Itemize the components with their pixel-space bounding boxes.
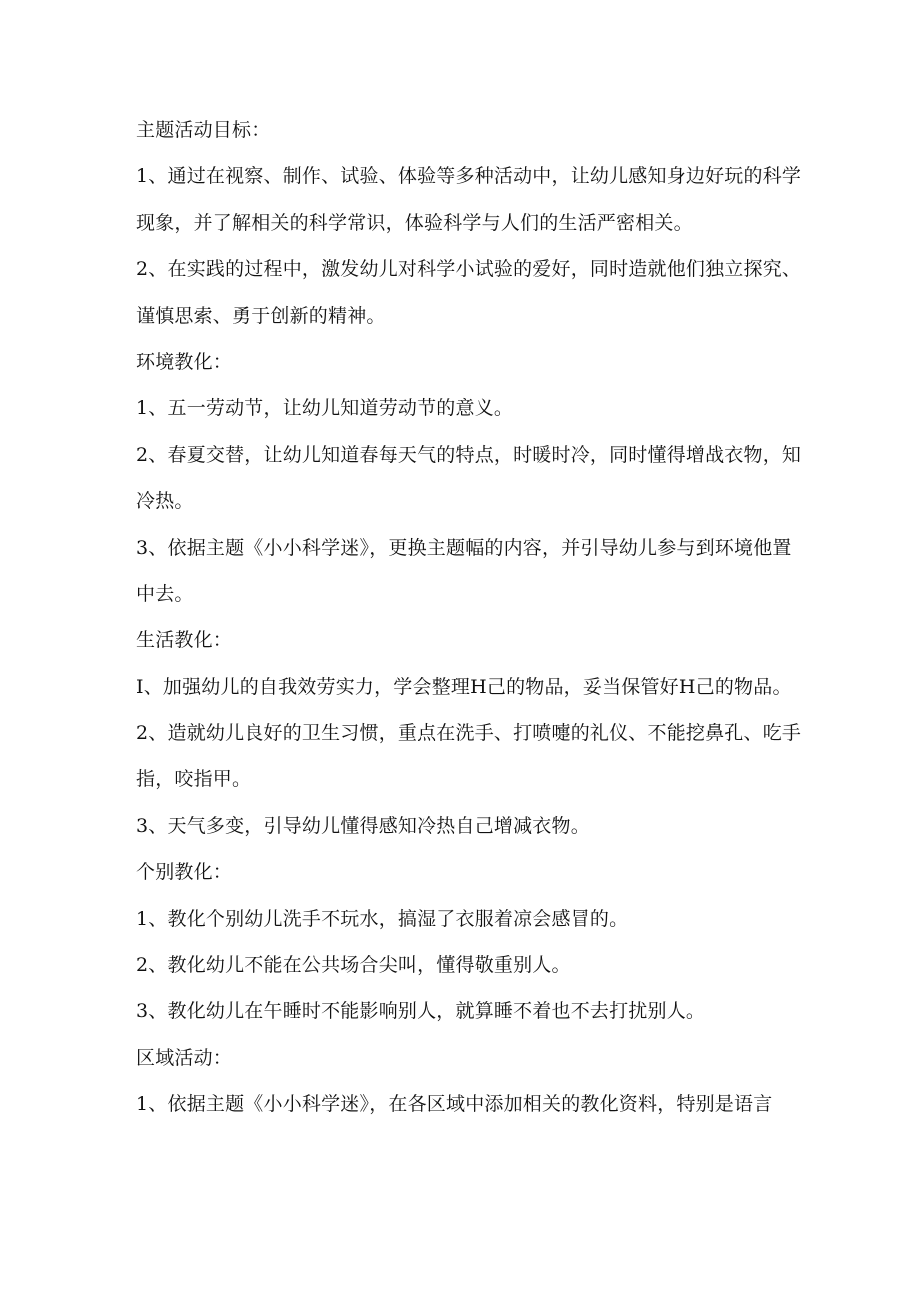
paragraph-line: 1、教化个别幼儿洗手不玩水，搞湿了衣服着凉会感冒的。 — [136, 907, 629, 930]
section-heading-environment: 环境教化： — [136, 350, 233, 373]
section-heading-goals: 主题活动目标： — [136, 119, 271, 141]
paragraph-line: 冷热。 — [136, 490, 194, 513]
paragraph-line: 3、天气多变，引导幼儿懂得感知冷热自己增减衣物。 — [136, 814, 590, 837]
paragraph-line: 指，咬指甲。 — [136, 768, 252, 791]
document-body — [136, 117, 802, 1138]
section-heading-individual: 个别教化： — [136, 861, 233, 884]
paragraph-line: 1、依据主题《小小科学迷》，在各区域中添加相关的教化资料，特别是语言 — [136, 1093, 773, 1116]
paragraph-line: 2、在实践的过程中，激发幼儿对科学小试验的爱好，同时造就他们独立探究、 — [136, 258, 802, 281]
section-heading-area: 区域活动： — [136, 1046, 233, 1069]
paragraph-line: 2、教化幼儿不能在公共场合尖叫，懂得敬重别人。 — [136, 954, 571, 977]
section-heading-life: 生活教化： — [136, 629, 233, 652]
paragraph-line: 3、教化幼儿在午睡时不能影响别人，就算睡不着也不去打扰别人。 — [136, 1000, 706, 1023]
paragraph-line: 中去。 — [136, 582, 194, 605]
paragraph-line: 现象，并了解相关的科学常识，体验科学与人们的生活严密相关。 — [136, 211, 693, 234]
paragraph-line: 2、造就幼儿良好的卫生习惯，重点在洗手、打喷嚏的礼仪、不能挖鼻孔、吃手 — [136, 722, 802, 745]
paragraph-line: 1、通过在视察、制作、试验、体验等多种活动中，让幼儿感知身边好玩的科学 — [136, 165, 802, 188]
paragraph-line: 3、依据主题《小小科学迷》，更换主题幅的内容，并引导幼儿参与到环境他置 — [136, 536, 792, 559]
paragraph-line: 2、春夏交替，让幼儿知道春每天气的特点，时暖时冷，同时懂得增战衣物，知 — [136, 443, 802, 466]
paragraph-line: 1、五一劳动节，让幼儿知道劳动节的意义。 — [136, 397, 514, 420]
paragraph-line: I、加强幼儿的自我效劳实力，学会整理H己的物品，妥当保管好H己的物品。 — [136, 675, 792, 698]
paragraph-line: 谨慎思索、勇于创新的精神。 — [136, 304, 386, 327]
